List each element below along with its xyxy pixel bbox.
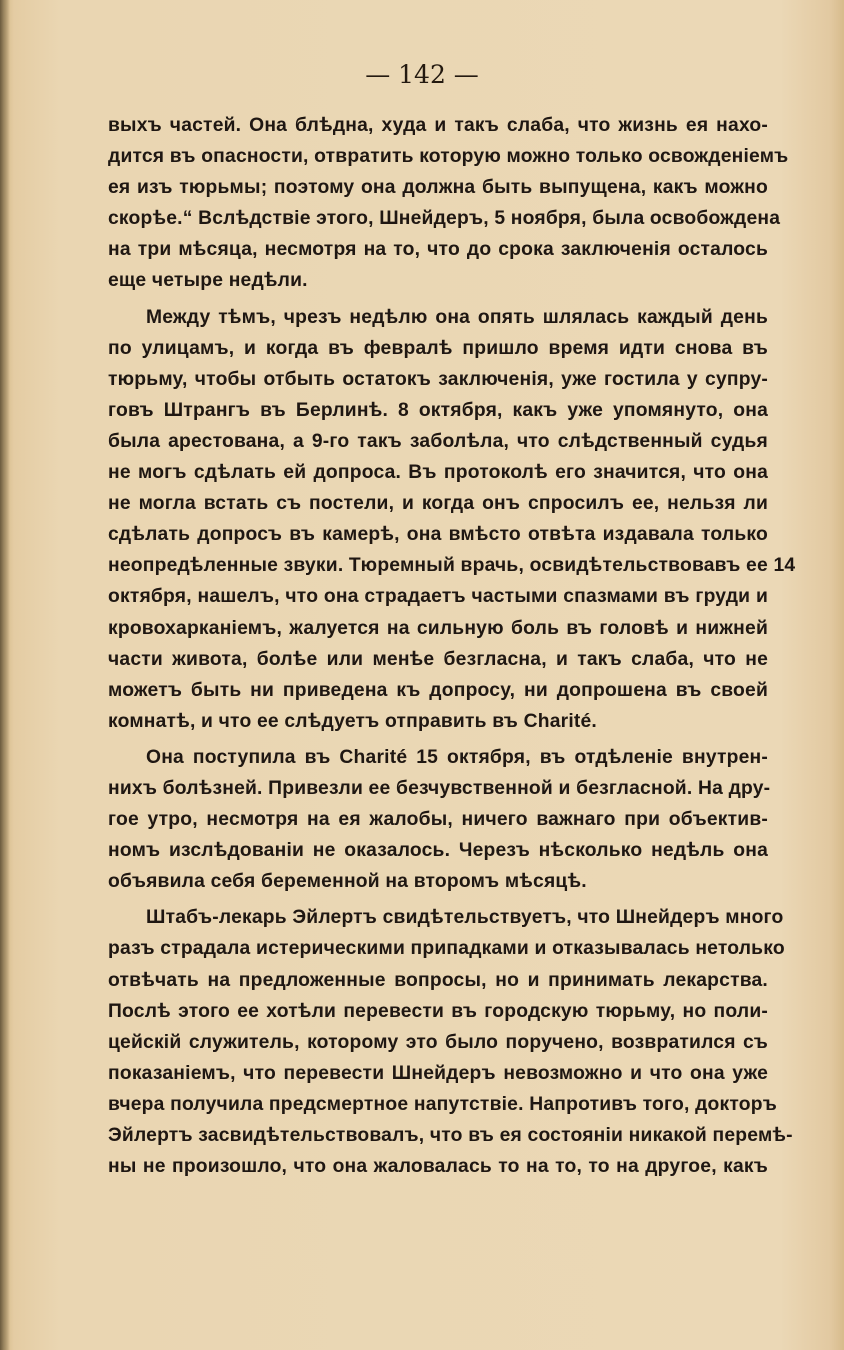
page-number: — 142 — bbox=[365, 60, 479, 89]
text-line: отвѣчать на предложенные вопросы, но и принимать лекарства. bbox=[108, 969, 768, 991]
text-line: Послѣ этого ее хотѣли перевести въ городскую тюрьму, но поли- bbox=[108, 1000, 768, 1022]
text-line: Между тѣмъ, чрезъ недѣлю она опять шлялась каждый день bbox=[146, 306, 768, 328]
text-line: ны не произошло, что она жаловалась то на то, то на другое, какъ bbox=[108, 1156, 768, 1178]
text-line: Она поступила въ Charité 15 октября, въ отдѣленіе внутрен- bbox=[146, 746, 768, 768]
text-line: нихъ болѣзней. Привезли ее безчувственной и безгласной. На дру- bbox=[108, 777, 771, 799]
paragraph bbox=[108, 110, 789, 297]
text-line: Штабъ-лекарь Эйлертъ свидѣтельствуетъ, что Шнейдеръ много bbox=[146, 907, 784, 929]
text-line: вчера получила предсмертное напутствіе. Напротивъ того, докторъ bbox=[108, 1093, 777, 1115]
text-line: не могла встать съ постели, и когда онъ спросилъ ее, нельзя ли bbox=[108, 493, 768, 515]
text-line: не могъ сдѣлать ей допроса. Въ протоколѣ его значится, что она bbox=[108, 462, 768, 484]
text-line: гое утро, несмотря на ея жалобы, ничего важнаго при объектив- bbox=[108, 809, 768, 831]
text-line: можетъ быть ни приведена къ допросу, ни допрошена въ своей bbox=[108, 679, 768, 701]
text-line: цейскій служитель, которому это было поручено, возвратился съ bbox=[108, 1031, 768, 1053]
text-line: номъ изслѣдованіи не оказалось. Черезъ нѣсколько недѣль она bbox=[108, 840, 768, 862]
text-line: тюрьму, чтобы отбыть остатокъ заключенія, уже гостила у супру- bbox=[108, 368, 768, 390]
text-line: части живота, болѣе или менѣе безгласна, и такъ слаба, что не bbox=[108, 648, 768, 670]
text-line: Эйлертъ засвидѣтельствовалъ, что въ ея состояніи никакой перемѣ- bbox=[108, 1125, 793, 1146]
text-line: объявила себя беременной на второмъ мѣсяцѣ. bbox=[108, 871, 587, 893]
text-line: скорѣе.“ Вслѣдствіе этого, Шнейдеръ, 5 ноября, была освобождена bbox=[108, 208, 781, 230]
text-line: кровохарканіемъ, жалуется на сильную боль въ головѣ и нижней bbox=[108, 617, 768, 639]
text-line: говъ Штрангъ въ Берлинѣ. 8 октября, какъ уже упомянуто, она bbox=[108, 399, 768, 421]
text-line: показаніемъ, что перевести Шнейдеръ невозможно и что она уже bbox=[108, 1062, 768, 1084]
text-line: комнатѣ, и что ее слѣдуетъ отправить въ Charité. bbox=[108, 710, 597, 732]
text-line: октября, нашелъ, что она страдаетъ частыми спазмами въ груди и bbox=[108, 586, 768, 608]
text-line: неопредѣленные звуки. Тюремный врачь, освидѣтельствовавъ ее 14 bbox=[108, 555, 796, 577]
text-line: выхъ частей. Она блѣдна, худа и такъ слаба, что жизнь ея нахо- bbox=[108, 115, 768, 136]
text-line: еще четыре недѣли. bbox=[108, 270, 308, 292]
text-line: была арестована, а 9-го такъ заболѣла, что слѣдственный судья bbox=[108, 430, 768, 452]
text-line: разъ страдала истерическими припадками и отказывалась нетолько bbox=[108, 938, 785, 960]
body-text bbox=[108, 110, 796, 1187]
text-line: по улицамъ, и когда въ февралѣ пришло время идти снова въ bbox=[108, 337, 768, 359]
text-line: ея изъ тюрьмы; поэтому она должна быть выпущена, какъ можно bbox=[108, 177, 768, 199]
page-binding-edge bbox=[0, 0, 10, 1350]
text-line: дится въ опасности, отвратить которую можно только освожденіемъ bbox=[108, 146, 789, 168]
paragraph bbox=[108, 902, 793, 1182]
paragraph bbox=[108, 742, 771, 897]
text-line: сдѣлать допросъ въ камерѣ, она вмѣсто отвѣта издавала только bbox=[108, 524, 768, 546]
text-line: на три мѣсяца, несмотря на то, что до срока заключенія осталось bbox=[108, 239, 768, 261]
paragraph bbox=[108, 302, 796, 737]
